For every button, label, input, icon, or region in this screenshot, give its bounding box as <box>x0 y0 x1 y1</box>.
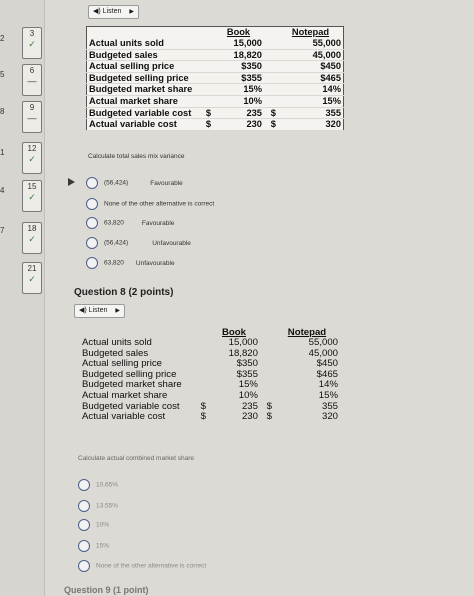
question-prompt: Calculate total sales mix variance <box>88 153 185 160</box>
currency-cell: $ <box>264 107 278 119</box>
book-value: 10% <box>238 389 258 401</box>
nav-question-number: 6 <box>29 66 35 75</box>
nav-edge-label: 8 <box>0 107 5 116</box>
table-row <box>87 61 344 73</box>
column-header: Notepad <box>287 327 327 338</box>
check-icon: ✓ <box>28 154 36 164</box>
row-label: Budgeted selling price <box>82 368 177 380</box>
currency-cell <box>264 49 278 61</box>
column-header: Book <box>221 327 246 338</box>
row-label: Budgeted variable cost <box>87 107 200 119</box>
currency-cell <box>264 95 278 107</box>
option-value: (56,424) <box>104 179 129 187</box>
nav-question-12[interactable] <box>22 142 42 174</box>
row-label: Budgeted sales <box>82 347 149 359</box>
table-row <box>87 84 344 96</box>
nav-question-3[interactable] <box>22 27 42 59</box>
currency-cell <box>264 61 278 73</box>
book-value: $355 <box>213 72 264 84</box>
currency-cell <box>264 72 278 84</box>
dash-icon: — <box>27 113 37 123</box>
currency-cell <box>260 338 274 349</box>
book-value: 15,000 <box>228 337 258 348</box>
currency-cell <box>199 38 213 49</box>
currency-cell: $ <box>264 119 278 131</box>
currency-cell: $ <box>199 107 213 119</box>
answer-option[interactable] <box>78 540 109 552</box>
notepad-value: 45,000 <box>308 347 338 359</box>
radio-button[interactable] <box>78 479 90 491</box>
answer-option[interactable] <box>86 217 174 229</box>
currency-cell <box>194 370 208 381</box>
question-prompt: Calculate actual combined market share <box>78 455 194 462</box>
radio-button[interactable] <box>86 257 98 269</box>
option-value: (56,424) <box>104 239 129 247</box>
row-label: Actual units sold <box>82 337 152 348</box>
currency-cell <box>194 391 208 402</box>
currency-cell <box>194 338 208 349</box>
currency-cell <box>260 380 274 391</box>
question-title: Question 8 (2 points) <box>74 287 174 298</box>
row-label: Actual selling price <box>82 358 162 370</box>
answer-option[interactable] <box>78 479 118 491</box>
currency-cell <box>260 370 274 381</box>
currency-cell <box>264 38 278 49</box>
column-header: Notepad <box>291 27 330 37</box>
answer-option[interactable] <box>86 257 175 269</box>
nav-question-number: 12 <box>27 144 37 153</box>
check-icon: ✓ <box>28 39 36 49</box>
notepad-value: 15% <box>318 389 338 401</box>
nav-question-number: 3 <box>29 29 35 38</box>
book-value: 230 <box>241 411 258 423</box>
radio-button[interactable] <box>78 519 90 531</box>
currency-cell <box>199 49 213 61</box>
nav-question-21[interactable] <box>22 262 42 294</box>
dash-icon: — <box>27 76 37 86</box>
currency-cell <box>260 359 274 370</box>
nav-edge-label: 1 <box>0 148 5 157</box>
notepad-value: 55,000 <box>308 337 338 348</box>
currency-cell <box>194 349 208 360</box>
book-value: 15,000 <box>213 38 264 49</box>
currency-cell <box>260 349 274 360</box>
notepad-value: 55,000 <box>278 38 344 49</box>
option-tag: Favourable <box>150 179 183 187</box>
option-tag: Unfavourable <box>135 259 175 267</box>
row-label: Budgeted variable cost <box>82 400 180 412</box>
notepad-value: 320 <box>278 119 344 131</box>
data-table <box>86 26 344 131</box>
currency-cell <box>199 72 213 84</box>
book-value: 235 <box>241 400 258 412</box>
row-label: Actual units sold <box>87 38 200 49</box>
notepad-value: $450 <box>278 61 344 73</box>
row-label: Actual market share <box>87 95 200 107</box>
currency-cell: $ <box>200 400 206 412</box>
radio-button[interactable] <box>78 560 90 572</box>
row-label: Budgeted sales <box>87 49 200 61</box>
listen-label: Listen <box>102 8 122 15</box>
row-label: Actual market share <box>82 389 168 401</box>
currency-cell: $ <box>200 411 206 423</box>
radio-button[interactable] <box>86 237 98 249</box>
table-row <box>80 338 340 349</box>
speaker-icon: ◀) <box>79 307 87 314</box>
option-value: 10% <box>96 521 110 529</box>
answer-option[interactable] <box>78 560 206 572</box>
book-value: 15% <box>238 379 258 391</box>
currency-cell <box>199 61 213 73</box>
option-value: 63,820 <box>104 219 124 227</box>
radio-button[interactable] <box>78 500 90 512</box>
answer-option[interactable] <box>86 237 191 249</box>
nav-question-18[interactable] <box>22 222 42 254</box>
book-value: 18,820 <box>228 347 258 359</box>
book-value: 235 <box>213 107 264 119</box>
nav-question-9[interactable] <box>22 101 42 133</box>
nav-question-number: 9 <box>29 103 35 112</box>
notepad-value: $465 <box>278 72 344 84</box>
play-icon: ▶ <box>115 308 120 314</box>
option-value: 15% <box>96 542 110 550</box>
radio-button[interactable] <box>86 177 98 189</box>
row-label: Budgeted selling price <box>87 72 200 84</box>
mouse-cursor-icon <box>68 178 75 186</box>
question-title: Question 9 (1 point) <box>64 585 149 595</box>
nav-question-15[interactable] <box>22 180 42 212</box>
option-value: None of the other alternative is correct <box>104 200 215 208</box>
table-row <box>87 119 344 131</box>
row-label: Actual selling price <box>87 61 200 73</box>
table-header-row <box>87 27 344 39</box>
option-value: 10.65% <box>96 481 119 489</box>
book-value: $350 <box>236 358 258 370</box>
question-navigator <box>0 0 45 596</box>
book-value: 15% <box>213 84 264 96</box>
notepad-value: 320 <box>321 411 338 423</box>
nav-question-number: 21 <box>27 264 37 273</box>
notepad-value: 14% <box>318 379 338 391</box>
nav-question-6[interactable] <box>22 64 42 96</box>
speaker-icon: ◀) <box>93 8 101 15</box>
nav-edge-label: 4 <box>0 186 5 195</box>
play-icon: ▶ <box>129 9 134 15</box>
book-value: 230 <box>213 119 264 131</box>
notepad-value: 14% <box>278 84 344 96</box>
row-label: Budgeted market share <box>87 84 200 96</box>
currency-cell <box>194 359 208 370</box>
book-value: $355 <box>236 368 258 380</box>
answer-option[interactable] <box>78 500 118 512</box>
notepad-value: 15% <box>278 95 344 107</box>
radio-button[interactable] <box>86 198 98 210</box>
book-value: 18,820 <box>213 49 264 61</box>
table-row <box>80 412 340 423</box>
currency-cell: $ <box>266 411 272 423</box>
book-value: 10% <box>213 95 264 107</box>
currency-cell <box>199 84 213 96</box>
notepad-value: $450 <box>316 358 338 370</box>
table-row <box>87 38 344 49</box>
answer-option[interactable] <box>86 177 183 189</box>
radio-button[interactable] <box>86 217 98 229</box>
option-tag: Favourable <box>141 219 175 227</box>
row-label: Actual variable cost <box>82 411 166 423</box>
table-row <box>87 95 344 107</box>
listen-button[interactable] <box>74 304 125 318</box>
nav-edge-label: 2 <box>0 34 5 43</box>
currency-cell: $ <box>199 119 213 131</box>
listen-button[interactable] <box>88 5 139 19</box>
currency-cell <box>260 391 274 402</box>
option-value: None of the other alternative is correct <box>96 562 207 570</box>
check-icon: ✓ <box>28 234 36 244</box>
nav-question-number: 18 <box>27 224 37 233</box>
notepad-value: 355 <box>321 400 338 412</box>
radio-button[interactable] <box>78 540 90 552</box>
notepad-value: 355 <box>278 107 344 119</box>
listen-label: Listen <box>88 307 108 314</box>
nav-edge-label: 7 <box>0 226 5 235</box>
answer-option[interactable] <box>78 519 109 531</box>
check-icon: ✓ <box>28 274 36 284</box>
currency-cell <box>264 84 278 96</box>
nav-question-number: 15 <box>27 182 37 191</box>
notepad-value: $465 <box>316 368 338 380</box>
option-value: 13.55% <box>96 502 119 510</box>
column-header: Book <box>226 27 251 37</box>
table-row <box>87 107 344 119</box>
table-row <box>87 49 344 61</box>
table-row <box>80 391 340 402</box>
nav-edge-label: 5 <box>0 70 5 79</box>
row-label: Budgeted market share <box>82 379 182 391</box>
currency-cell <box>194 380 208 391</box>
data-table <box>80 327 340 423</box>
answer-option[interactable] <box>86 198 214 210</box>
currency-cell: $ <box>266 400 272 412</box>
notepad-value: 45,000 <box>278 49 344 61</box>
check-icon: ✓ <box>28 192 36 202</box>
book-value: $350 <box>213 61 264 73</box>
row-label: Actual variable cost <box>87 119 200 131</box>
option-value: 63,820 <box>104 259 124 267</box>
currency-cell <box>199 95 213 107</box>
table-row <box>87 72 344 84</box>
option-tag: Unfavourable <box>152 239 191 247</box>
